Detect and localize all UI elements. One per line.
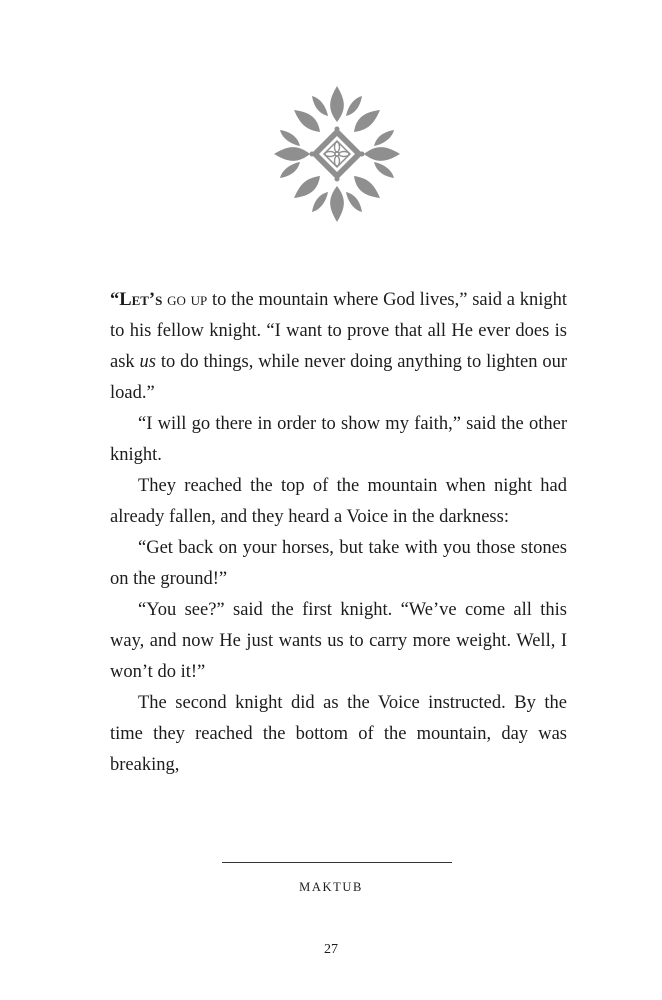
opening-phrase: go up xyxy=(167,290,208,310)
paragraph: They reached the top of the mountain when night had already fallen, and they heard a Voice in the darkness: xyxy=(110,476,567,527)
emphasis-text: us xyxy=(139,352,156,372)
paragraph: “Get back on your horses, but take with you those stones on the ground!” xyxy=(110,538,567,589)
opening-word: Let’s xyxy=(119,290,163,310)
paragraph: “You see?” said the first knight. “We’ve come all this way, and now He just wants us to carry more weight. Well, I won’t do it!” xyxy=(110,600,567,682)
running-footer-title: MAKTUB xyxy=(299,880,363,894)
paragraph: The second knight did as the Voice instructed. By the time they reached the bottom of the mountain, day was breaking, xyxy=(110,693,567,775)
mandala-ornament-icon xyxy=(272,84,402,224)
paragraph-text: to the mountain where God lives,” said a knight to his fellow knight. “I want to prove that all He ever does is ask xyxy=(110,290,568,372)
footer-divider xyxy=(222,862,452,863)
opening-quote: “ xyxy=(110,290,120,310)
story-text xyxy=(110,285,567,781)
paragraph: “I will go there in order to show my faith,” said the other knight. xyxy=(110,414,567,465)
page-number: 27 xyxy=(324,942,338,957)
paragraph xyxy=(110,285,567,409)
paragraph-text: to do things, while never doing anything to lighten our load.” xyxy=(110,352,567,403)
